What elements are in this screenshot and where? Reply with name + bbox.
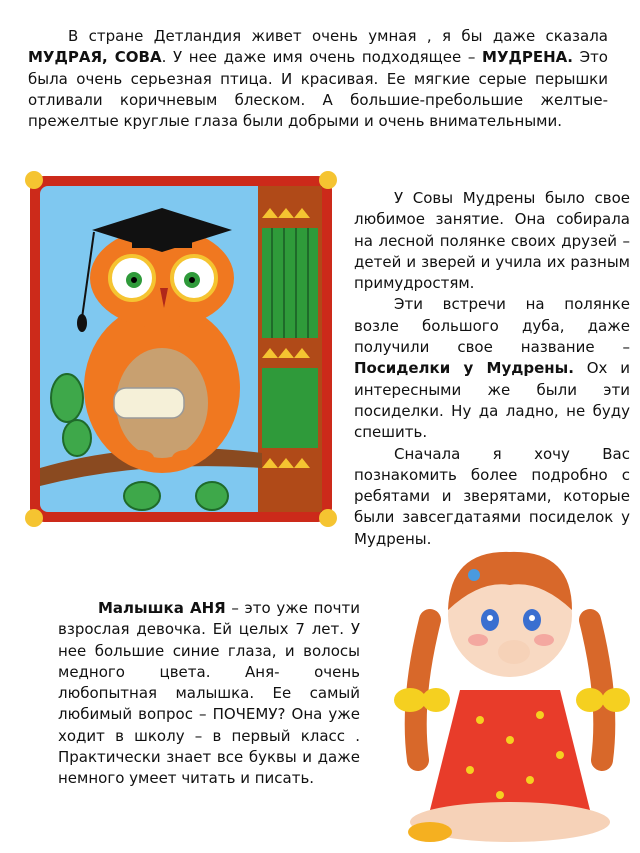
anya-paragraph: Малышка АНЯ – это уже почти взрослая девочка. Ей целых 7 лет. У нее большие синие глаза, и волосы медного цвета. Аня- очень любопытная малышка. Ее самый любимый вопрос – ПОЧЕМУ? Она уже ходит в школу – в первый класс . Практически знает все буквы и даже немного умеет читать и писать. <box>58 599 360 788</box>
owl-name-bold: МУДРЕНА. <box>482 48 573 67</box>
intro-text-2: . У нее даже имя очень подходящее – <box>161 48 483 67</box>
hobby-text <box>354 188 630 550</box>
gathering-name-bold: Посиделки у Мудрены. <box>354 359 574 378</box>
hobby-paragraph-1: У Совы Мудрены было свое любимое занятие. Она собирала на лесной полянке своих друзей – детей и зверей и учила их разным примудростям. <box>354 189 630 293</box>
intro-paragraph <box>28 26 608 132</box>
owl-title-bold: МУДРАЯ, СОВА <box>28 48 162 67</box>
hobby-paragraph-3: Сначала я хочу Вас познакомить более подробно с ребятами и зверятами, которые были завсегдатаями посиделок у Мудрены. <box>354 444 630 548</box>
girl-doll-illustration <box>390 540 630 845</box>
dress <box>430 690 590 810</box>
hand <box>498 640 530 664</box>
intro-text-3: Это была очень серьезная птица. И красивая. Ее мягкие серые перышки отливали коричневым блеском. А большие-пребольшие желтые-прежелтые круглые глаза были добрыми и очень внимательными. <box>28 48 608 131</box>
anya-name-bold: Малышка АНЯ <box>98 599 226 617</box>
owl-illustration <box>22 168 340 530</box>
hobby-paragraph-2: Эти встречи на полянке возле большого дуба, даже получили свое название – Посиделки у Мудрены. Ох и интересными же были эти посиделки. Ну да ладно, не буду спешить. <box>354 295 630 442</box>
intro-text-1: В стране Детландия живет очень умная , я бы даже сказала <box>68 27 608 45</box>
scroll <box>114 388 184 418</box>
